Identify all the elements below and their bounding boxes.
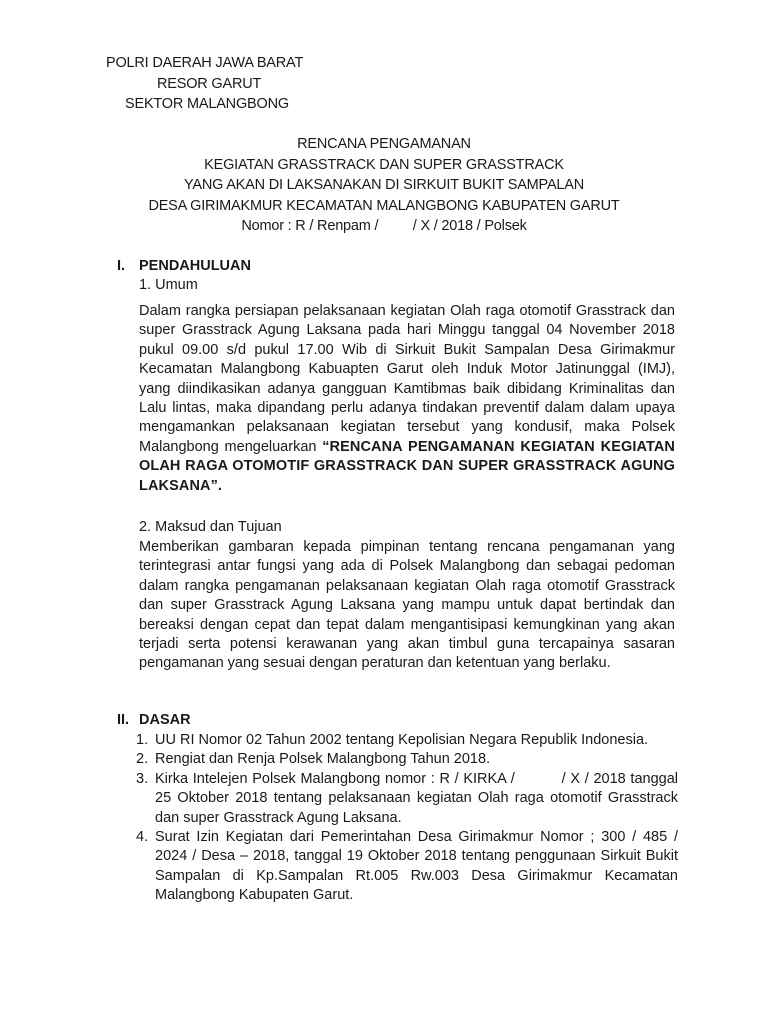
section-1-title: PENDAHULUAN xyxy=(139,258,251,274)
umum-text: Dalam rangka persiapan pelaksanaan kegiatan Olah raga otomotif Grasstrack dan super Grasstrack Agung Laksana pada hari Minggu tanggal 04 November 2018 pukul 09.00 s/d pukul 17.00 Wib di Sirkuit Bukit Sampalan Desa Girimakmur Kecamatan Malangbong Kabuapten Garut oleh Induk Motor Jatinunggal (IMJ), yang diindikasikan adanya gangguan Kamtibmas baik dibidang Kriminalitas dan Lalu lintas, maka dipandang perlu adanya tindakan preventif dalam dalam upaya mengamankan pelaksanaan kegiatan tersebut yang kondusif, maka Polsek Malangbong mengeluarkan xyxy=(139,303,675,455)
header-line-3: SEKTOR MALANGBONG xyxy=(125,96,289,112)
document-number: Nomor : R / Renpam / / X / 2018 / Polsek xyxy=(241,218,527,234)
title-line-1: RENCANA PENGAMANAN xyxy=(297,136,471,152)
list-item-number: 4. xyxy=(136,829,149,846)
list-item-number: 2. xyxy=(136,751,149,768)
title-line-3: YANG AKAN DI LAKSANAKAN DI SIRKUIT BUKIT SAMPALAN xyxy=(183,177,585,193)
list-item-text: UU RI Nomor 02 Tahun 2002 tentang Kepolisian Negara Republik Indonesia. xyxy=(155,732,649,748)
list-item xyxy=(136,770,683,828)
list-item xyxy=(136,750,678,769)
title-line-4: DESA GIRIMAKMUR KECAMATAN MALANGBONG KABUPATEN GARUT xyxy=(148,198,620,214)
section-2-title: DASAR xyxy=(139,712,191,728)
maksud-paragraph: Memberikan gambaran kepada pimpinan tentang rencana pengamanan yang terintegrasi antar fungsi yang ada di Polsek Malangbong dan sebagai pedoman dalam rangka pengamanan pelaksanaan kegiatan Olah raga otomotif Grasstrack dan super Grasstrack Agung Laksana yang mampu untuk dapat bertindak dan bereaksi dengan cepat dan tepat dalam mengantisipasi kemungkinan yang akan terjadi serta potensi kerawanan yang akan timbul guna tercapainya sasaran pengamanan yang sesuai dengan peraturan dan ketentuan yang berlaku. xyxy=(139,539,675,672)
header-line-2: RESOR GARUT xyxy=(157,76,262,92)
subsection-maksud-heading: 2. Maksud dan Tujuan xyxy=(139,519,282,535)
list-item-text: Surat Izin Kegiatan dari Pemerintahan Desa Girimakmur Nomor ; 300 / 485 / 2024 / Desa – 2018, tanggal 19 Oktober 2018 tentang penggunaan Sirkuit Bukit Sampalan di Kp.Sampalan Rt.005 Rw.003 Desa Girimakmur Kecamatan Malangbong Kabupaten Garut. xyxy=(155,829,683,904)
umum-paragraph xyxy=(139,302,675,496)
list-item xyxy=(136,731,678,750)
section-1-number: I. xyxy=(117,258,126,274)
subsection-umum-heading: 1. Umum xyxy=(139,277,198,293)
list-item-text: Rengiat dan Renja Polsek Malangbong Tahun 2018. xyxy=(155,751,491,768)
list-item-text: Kirka Intelejen Polsek Malangbong nomor : R / KIRKA / / X / 2018 tanggal 25 Oktober 2018 tentang pelaksanaan kegiatan Olah raga otomotif Grasstrack dan super Grasstrack Agung Laksana. xyxy=(155,770,683,826)
header-line-1: POLRI DAERAH JAWA BARAT xyxy=(106,55,304,71)
list-item xyxy=(136,828,683,906)
list-item-number: 1. xyxy=(136,732,149,748)
list-item-number: 3. xyxy=(136,770,149,787)
title-line-2: KEGIATAN GRASSTRACK DAN SUPER GRASSTRACK xyxy=(204,157,564,173)
section-2-number: II. xyxy=(117,712,130,728)
dasar-list xyxy=(136,731,683,906)
umum-bold-title: “RENCANA PENGAMANAN KEGIATAN KEGIATAN OLAH RAGA OTOMOTIF GRASSTRACK DAN SUPER GRASSTRACK AGUNG LAKSANA”. xyxy=(139,438,675,494)
